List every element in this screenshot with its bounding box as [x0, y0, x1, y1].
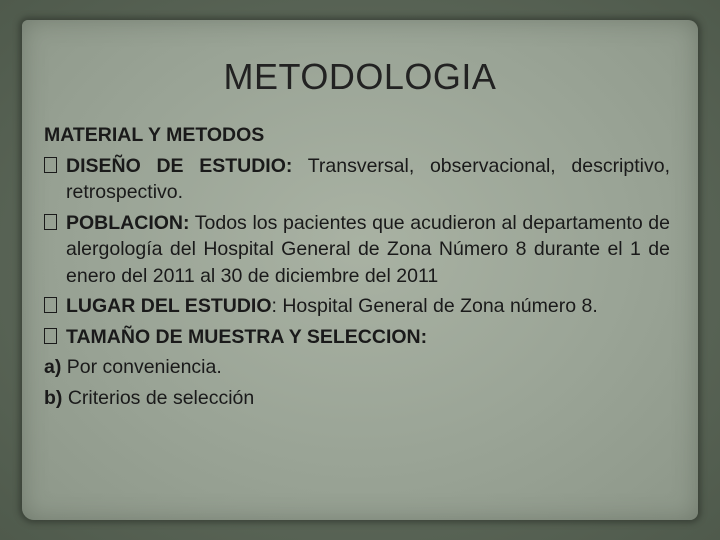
list-item-tamano: [44, 324, 670, 351]
sub-item-label: b): [44, 386, 63, 409]
slide-title: METODOLOGIA: [223, 56, 497, 97]
square-bullet-icon: [44, 328, 57, 344]
square-bullet-icon: [44, 157, 57, 173]
item-label: LUGAR DEL ESTUDIO: [66, 295, 272, 317]
sub-item-b: [44, 385, 670, 412]
sub-item-text: Por conveniencia.: [61, 356, 222, 378]
list-item-diseno: [44, 153, 670, 206]
slide-content: [44, 122, 670, 415]
item-text: Todos los pacientes que acudieron al departamento de alergología del Hospital General de Zona Número 8 durante el 1 de enero del 2011 al 30 de diciembre del 2011: [66, 211, 670, 287]
square-bullet-icon: [44, 214, 57, 230]
item-text: Transversal, observacional, descriptivo, retrospectivo.: [66, 154, 670, 203]
sub-item-a: [44, 354, 670, 381]
square-bullet-icon: [44, 297, 57, 313]
sub-item-label: a): [44, 356, 62, 378]
list-item-lugar: [44, 293, 670, 320]
item-label: POBLACION:: [66, 211, 190, 234]
item-label: DISEÑO DE ESTUDIO:: [66, 154, 293, 177]
item-label: TAMAÑO DE MUESTRA Y SELECCION:: [66, 325, 428, 348]
section-heading: MATERIAL Y METODOS: [44, 124, 265, 146]
sub-item-text: Criterios de selección: [62, 386, 255, 409]
list-item-poblacion: [44, 210, 670, 290]
item-text: : Hospital General de Zona número 8.: [271, 295, 598, 317]
